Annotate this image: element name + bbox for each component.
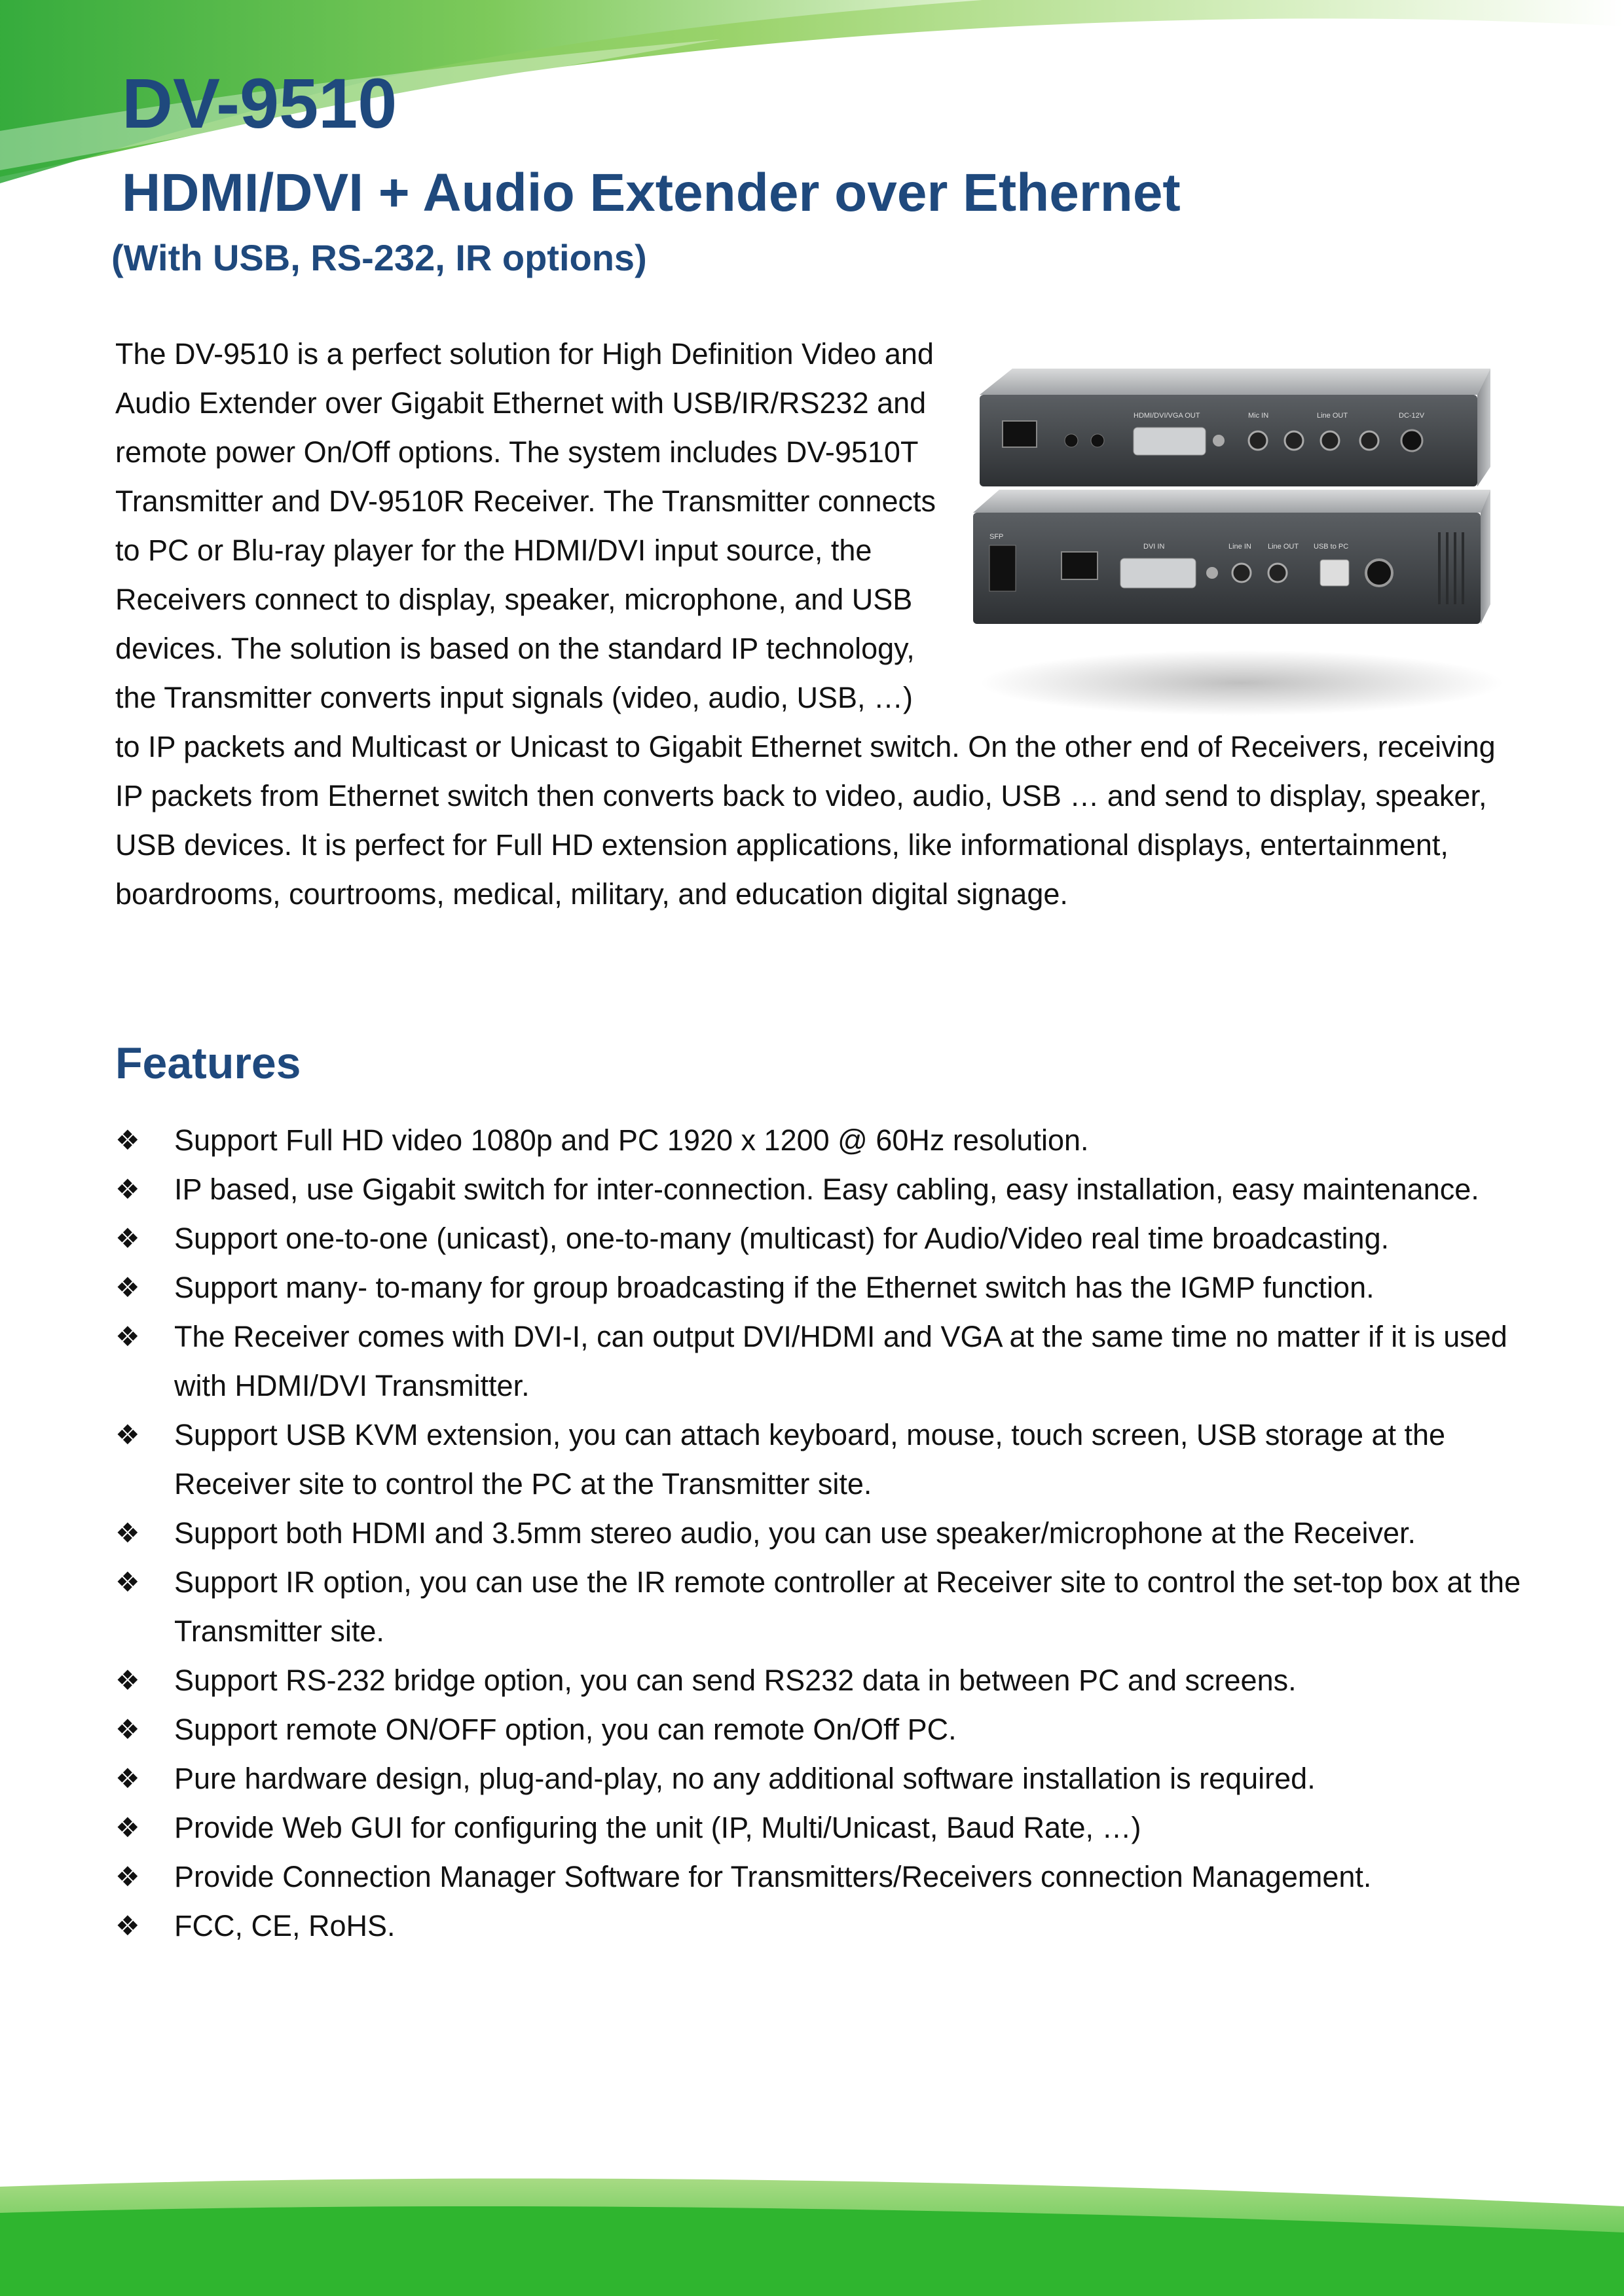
feature-text: Support USB KVM extension, you can attach keyboard, mouse, touch screen, USB storage at the Receiver site to control the PC at the Transmitter site. [174,1418,1446,1501]
feature-text: Support one-to-one (unicast), one-to-many (multicast) for Audio/Video real time broadcasting. [174,1222,1390,1255]
diamond-bullet-icon: ❖ [115,1222,140,1254]
feature-item [115,1214,1523,1263]
feature-text: The Receiver comes with DVI-I, can output DVI/HDMI and VGA at the same time no matter if it is used with HDMI/DVI Transmitter. [174,1320,1507,1402]
port-label: Line IN [1228,543,1251,551]
product-model-title: DV-9510 [122,64,397,143]
product-photo-illustration [953,355,1510,722]
footer-wave-decoration [0,2134,1624,2296]
feature-text: Pure hardware design, plug-and-play, no any additional software installation is required. [174,1762,1316,1795]
receiver-unit [980,369,1490,486]
feature-text: Support remote ON/OFF option, you can remote On/Off PC. [174,1713,957,1746]
feature-item [115,1901,1523,1950]
diamond-bullet-icon: ❖ [115,1321,140,1353]
feature-item [115,1312,1523,1410]
feature-text: Provide Connection Manager Software for Transmitters/Receivers connection Management. [174,1860,1372,1893]
feature-item [115,1263,1523,1312]
diamond-bullet-icon: ❖ [115,1713,140,1745]
feature-item [115,1116,1523,1165]
feature-item [115,1410,1523,1508]
port-label: Line OUT [1268,543,1299,551]
feature-item [115,1656,1523,1705]
diamond-bullet-icon: ❖ [115,1517,140,1549]
diamond-bullet-icon: ❖ [115,1271,140,1303]
feature-item [115,1508,1523,1558]
feature-item [115,1705,1523,1754]
features-heading: Features [115,1038,301,1088]
port-label: USB to PC [1314,543,1349,551]
feature-text: IP based, use Gigabit switch for inter-connection. Easy cabling, easy installation, easy maintenance. [174,1173,1479,1206]
product-subtitle: (With USB, RS-232, IR options) [111,237,647,278]
product-title: HDMI/DVI + Audio Extender over Ethernet [122,163,1181,223]
feature-text: Support both HDMI and 3.5mm stereo audio, you can use speaker/microphone at the Receiver. [174,1516,1416,1550]
feature-text: Support Full HD video 1080p and PC 1920 x 1200 @ 60Hz resolution. [174,1123,1089,1157]
feature-item [115,1852,1523,1901]
diamond-bullet-icon: ❖ [115,1566,140,1598]
transmitter-unit [973,490,1490,624]
product-image [953,355,1510,722]
diamond-bullet-icon: ❖ [115,1910,140,1942]
diamond-bullet-icon: ❖ [115,1664,140,1696]
feature-text: Support many- to-many for group broadcasting if the Ethernet switch has the IGMP function. [174,1271,1375,1304]
port-label: Line OUT [1317,412,1348,420]
port-label: SFP [989,533,1004,541]
diamond-bullet-icon: ❖ [115,1762,140,1795]
feature-item [115,1558,1523,1656]
diamond-bullet-icon: ❖ [115,1124,140,1156]
feature-item [115,1754,1523,1803]
feature-item [115,1803,1523,1852]
feature-text: Provide Web GUI for configuring the unit (IP, Multi/Unicast, Baud Rate, …) [174,1811,1141,1844]
diamond-bullet-icon: ❖ [115,1861,140,1893]
diamond-bullet-icon: ❖ [115,1173,140,1205]
intro-paragraph: The DV-9510 is a perfect solution for High Definition Video and Audio Extender over Gigabit Ethernet with USB/IR/RS232 and remote power On/Off options. The system includes DV-9510T Transmitter and DV-9510R Receiver. The Transmitter connects to PC or Blu-ray player for the HDMI/DVI input source, the Receivers connect to display, speaker, microphone, and USB devices. The solution is based on the standard IP technology, the Transmitter converts input signals (video, audio, USB, …) to IP packets and Multicast or Unicast to Gigabit Ethernet switch. On the other end of Receivers, receiving IP packets from Ethernet switch then converts back to video, audio, USB … and send to display, speaker, USB devices. It is perfect for Full HD extension applications, like informational displays, entertainment, boardrooms, courtrooms, medical, military, and education digital signage. [115,337,1496,911]
port-label: Mic IN [1248,412,1269,420]
diamond-bullet-icon: ❖ [115,1812,140,1844]
port-label: HDMI/DVI/VGA OUT [1134,412,1200,420]
diamond-bullet-icon: ❖ [115,1419,140,1451]
feature-text: Support IR option, you can use the IR remote controller at Receiver site to control the set-top box at the Transmitter site. [174,1565,1521,1648]
port-label: DC-12V [1399,412,1425,420]
feature-text: FCC, CE, RoHS. [174,1909,396,1942]
feature-item [115,1165,1523,1214]
intro-section [115,329,1510,919]
features-list [115,1116,1523,1950]
port-label: DVI IN [1143,543,1165,551]
feature-text: Support RS-232 bridge option, you can send RS232 data in between PC and screens. [174,1664,1297,1697]
